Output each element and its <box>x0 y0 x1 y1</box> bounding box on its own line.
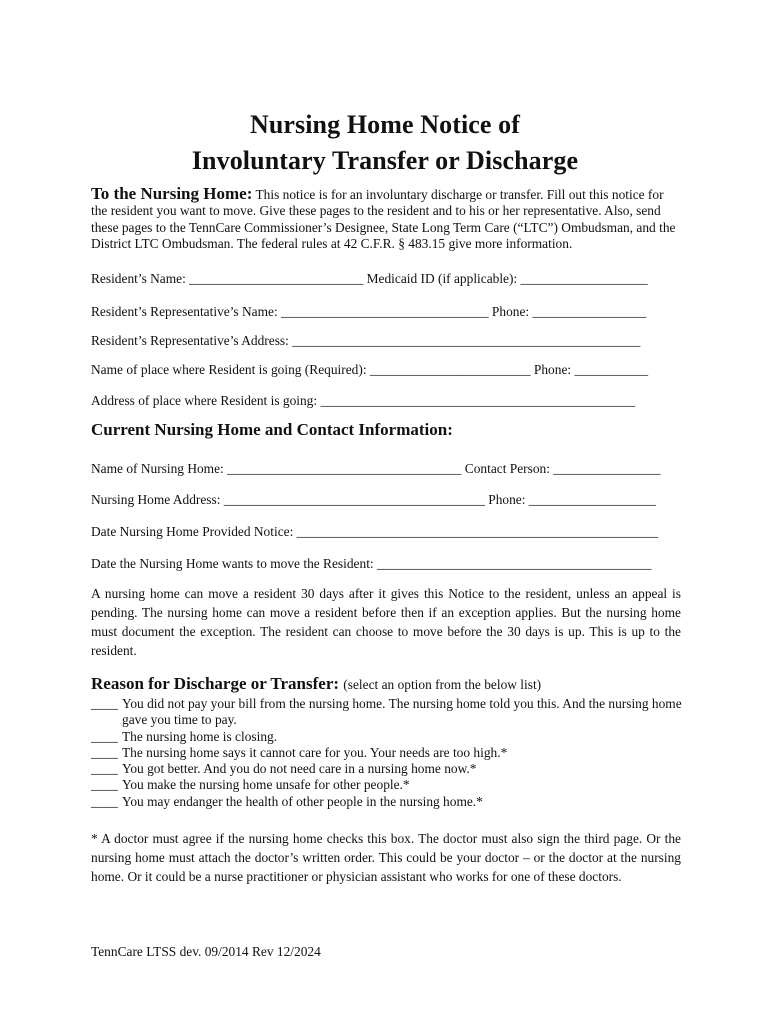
footer-revision: TennCare LTSS dev. 09/2014 Rev 12/2024 <box>91 944 321 959</box>
reason-heading <box>91 674 541 694</box>
reason-option-text: The nursing home says it cannot care for you. Your needs are too high.* <box>122 744 508 760</box>
move-paragraph: A nursing home can move a resident 30 days after it gives this Notice to the resident, unless an appeal is pending. The nursing home can move a resident before then if an exception applies. But the nursing home must document the exception. The resident can choose to move before the 30 days is up. This is up to the resident. <box>91 586 681 658</box>
nursing-home-address-field[interactable]: Nursing Home Address: _______________________________________ Phone: ___________________ <box>91 492 657 507</box>
reason-option-closing[interactable] <box>91 729 691 745</box>
intro-lead: To the Nursing Home: <box>91 184 253 203</box>
reason-option-text: You got better. And you do not need care in a nursing home now.* <box>122 761 477 777</box>
reason-option-cannot-care[interactable] <box>91 745 691 761</box>
reason-option-blank[interactable]: ____ <box>91 777 118 793</box>
reason-option-endanger-health[interactable] <box>91 794 691 810</box>
reason-option-blank[interactable]: ____ <box>91 761 118 777</box>
move-date-field[interactable]: Date the Nursing Home wants to move the Resident: _________________________________________ <box>91 556 652 571</box>
reason-option-unpaid-bill[interactable] <box>91 696 691 729</box>
reason-option-blank[interactable]: ____ <box>91 744 118 760</box>
title-line-2: Involuntary Transfer or Discharge <box>191 146 579 175</box>
representative-name-field[interactable]: Resident’s Representative’s Name: _______________________________ Phone: _________________ <box>91 304 647 319</box>
nursing-home-name-field[interactable]: Name of Nursing Home: ___________________________________ Contact Person: ________________ <box>91 461 661 476</box>
contact-heading: Current Nursing Home and Contact Information: <box>91 420 453 439</box>
reason-option-unsafe[interactable] <box>91 777 691 793</box>
reason-option-blank[interactable]: ____ <box>91 696 118 711</box>
reason-option-text: You did not pay your bill from the nursing home. The nursing home told you this. And the nursing home gave you time to pay. <box>122 696 682 728</box>
title-line-1: Nursing Home Notice of <box>249 110 521 139</box>
reason-option-blank[interactable]: ____ <box>91 728 118 744</box>
notice-date-field[interactable]: Date Nursing Home Provided Notice: ______________________________________________________ <box>91 524 659 539</box>
reason-option-blank[interactable]: ____ <box>91 793 118 809</box>
reason-options <box>91 696 691 810</box>
intro-paragraph <box>91 186 681 252</box>
reason-option-got-better[interactable] <box>91 761 691 777</box>
reason-option-text: You may endanger the health of other people in the nursing home.* <box>122 793 483 809</box>
reason-heading-note: (select an option from the below list) <box>343 677 542 692</box>
reason-option-text: You make the nursing home unsafe for other people.* <box>122 777 410 793</box>
representative-address-field[interactable]: Resident’s Representative’s Address: ____________________________________________________ <box>91 333 641 348</box>
doctor-note: * A doctor must agree if the nursing home checks this box. The doctor must also sign the third page. Or the nursing home must attach the doctor’s written order. This could be your doctor – or the doctor at the nursing home. Or it could be a nurse practitioner or physician assistant who works for one of these doctors. <box>91 831 681 884</box>
destination-name-field[interactable]: Name of place where Resident is going (Required): ________________________ Phone: ___________ <box>91 362 649 377</box>
destination-address-field[interactable]: Address of place where Resident is going: _______________________________________________ <box>91 393 636 408</box>
intro-text: This notice is for an involuntary discharge or transfer. Fill out this notice for the resident you want to move. Give these pages to the resident and to his or her representative. Also, send these pages to the TennCare Commissioner’s Designee, State Long Term Care (“LTC”) Ombudsman, and the District LTC Ombudsman. The federal rules at 42 C.F.R. § 483.15 give more information. <box>91 187 676 251</box>
resident-name-field[interactable]: Resident’s Name: __________________________ Medicaid ID (if applicable): ___________________ <box>91 271 648 286</box>
reason-option-text: The nursing home is closing. <box>122 728 278 744</box>
reason-heading-label: Reason for Discharge or Transfer: <box>91 674 340 693</box>
